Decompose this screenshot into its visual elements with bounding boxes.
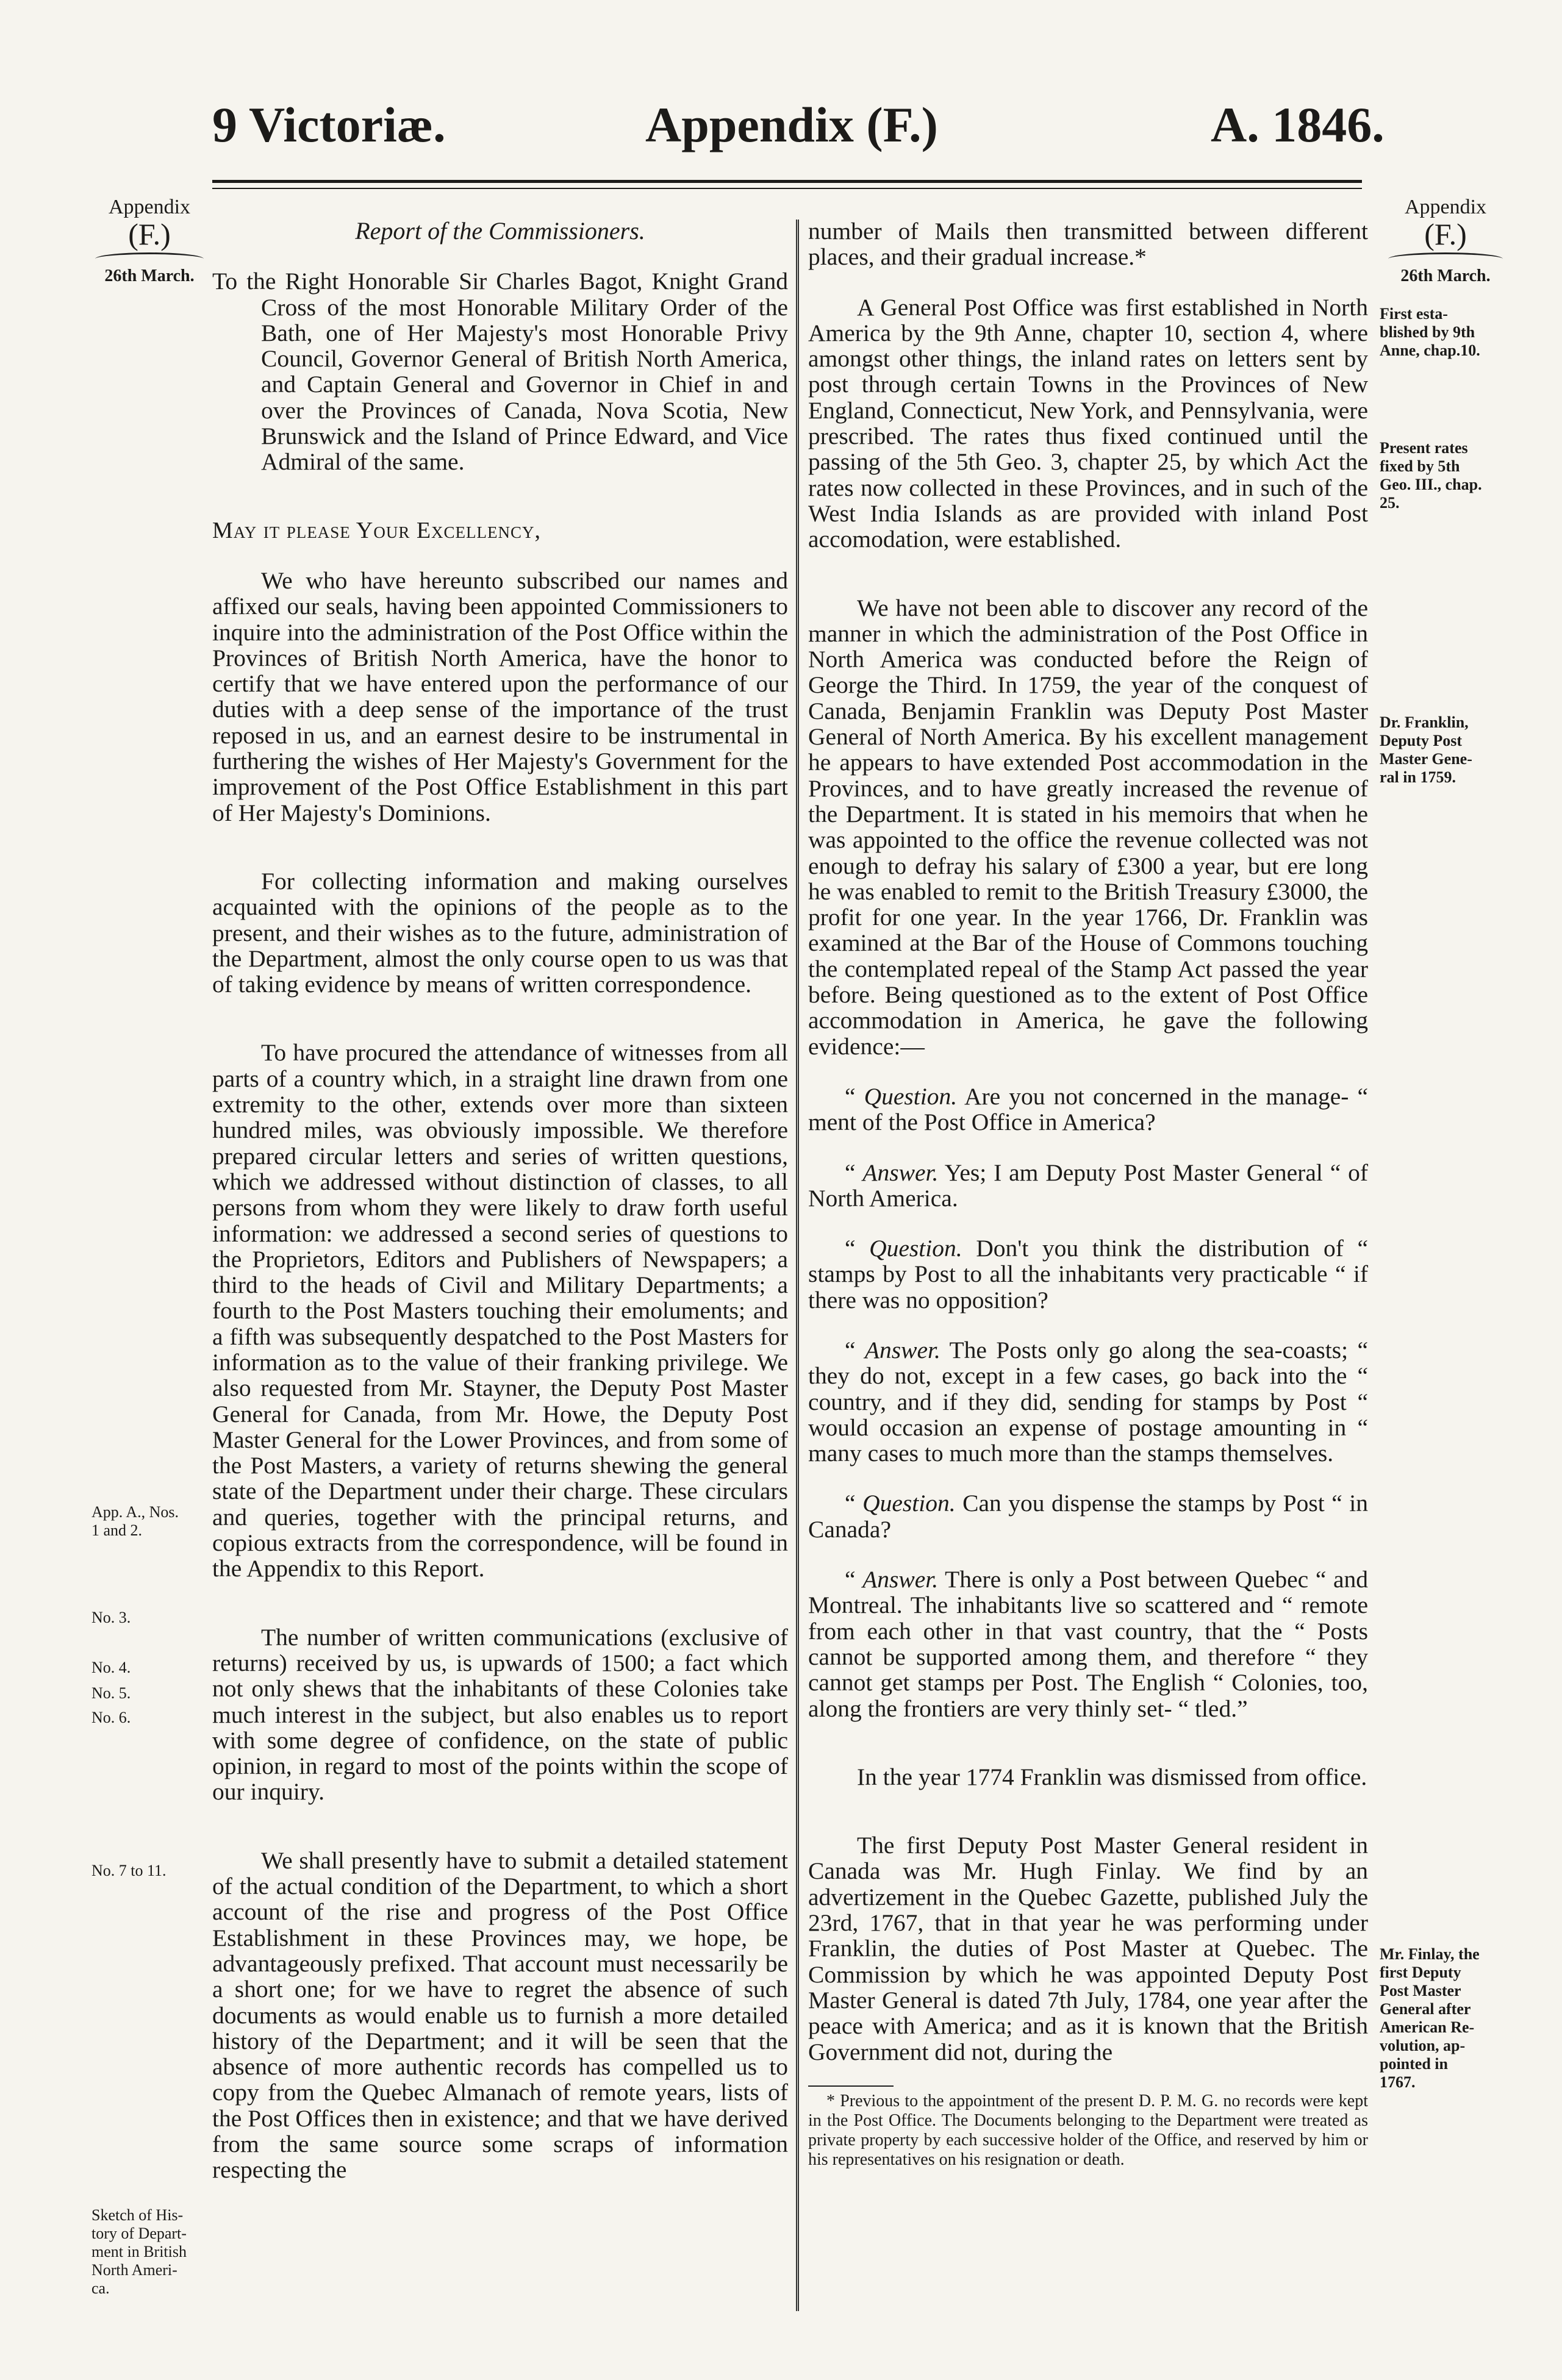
qa-text: Can you dispense the stamps by Post “ in Canada? — [808, 1490, 1368, 1543]
qa-lead: Answer. — [862, 1566, 939, 1593]
qa-lead: Question. — [862, 1490, 956, 1517]
qa-lead: Question. — [864, 1082, 958, 1110]
left-note-no5: No. 5. — [91, 1684, 131, 1702]
qa-item: “ Question. Are you not concerned in the manage- “ ment of the Post Office in America? — [808, 1082, 1368, 1136]
qa-item: “ Answer. There is only a Post between Quebec “ and Montreal. The inhabitants live so scattered and “ remote from each other in that vast country, that the “ Posts cannot be supported among them, and therefore “ they cannot get stamps per Post. The English “ Colonies, too, along the frontiers are very thinly set- “ tled.” — [808, 1566, 1368, 1722]
left-note-no7-11: No. 7 to 11. — [91, 1862, 167, 1879]
left-note-nos-1-2: App. A., Nos. 1 and 2. — [91, 1503, 179, 1539]
report-title: Report of the Commissioners. — [355, 217, 645, 245]
right-note-present-rates: Present rates fixed by 5th Geo. III., chap. 25. — [1380, 439, 1482, 512]
right-appendix-label: Appendix — [1404, 196, 1487, 218]
left-column — [212, 218, 788, 2183]
qa-text: Don't you think the distribution of “ stamps by Post to all the inhabitants very practicable “ if there was no opposition? — [808, 1235, 1369, 1313]
header-session: 9 Victoriæ. — [212, 97, 446, 152]
right-brace — [1388, 252, 1503, 265]
paragraph-commissioners: We who have hereunto subscribed our names and affixed our seals, having been appointed Commissioners to inquire into the administration of the Post Office within the Provinces of British North America, have the honor to certify that we have entered upon the performance of our duties with a deep sense of the importance of the trust reposed in us, and an earnest desire to be instrumental in furthering the wishes of Her Majesty's Government for the improvement of the Post Office Establishment in this part of Her Majesty's Dominions. — [212, 566, 788, 826]
qa-item: “ Question. Don't you think the distribution of “ stamps by Post to all the inhabitants very practicable “ if there was no opposition? — [808, 1235, 1369, 1313]
qa-text: There is only a Post between Quebec “ and Montreal. The inhabitants live so scattered and “ remote from each other in that vast country, that the “ Posts cannot be supported among them, and therefore “ they cannot get stamps per Post. The English “ Colonies, too, along the frontiers are very thinly set- “ tled.” — [808, 1566, 1368, 1722]
header-appendix: Appendix (F.) — [645, 97, 938, 152]
left-appendix-label: Appendix — [108, 196, 191, 218]
paragraph-franklin-dismissed: In the year 1774 Franklin was dismissed from office. — [857, 1763, 1367, 1790]
right-note-franklin: Dr. Franklin, Deputy Post Master Gene- ral in 1759. — [1380, 713, 1472, 786]
left-note-no4: No. 4. — [91, 1659, 131, 1676]
salutation: May it please Your Excellency, — [212, 517, 542, 543]
paragraph-history-sketch: We shall presently have to submit a detailed statement of the actual condition of the Department, to which a short account of the rise and progress of the Post Office Establishment in these Provinces may, we hope, be advantageously prefixed. That account must necessarily be a short one; for we have to regret the absence of such documents as would enable us to furnish a more detailed history of the Department; and it will be seen that the absence of more authentic records has compelled us to copy from the Quebec Almanach of remote years, lists of the Post Offices then in existence; and that we have derived from the same source some scraps of information respecting the — [212, 1846, 788, 2184]
qa-item: “ Answer. The Posts only go along the sea-coasts; “ they do not, except in a few cases, go back into the “ country, and if they did, sending for stamps by Post “ would occasion an expense of postage amounting in “ many cases to much more than the stamps themselves. — [808, 1336, 1368, 1467]
left-note-sketch: Sketch of His- tory of Depart- ment in British North Ameri- ca. — [91, 2206, 187, 2297]
paragraph-general-post-office: A General Post Office was first established in North America by the 9th Anne, chapter 10, section 4, where amongst other things, the inland rates on letters sent by post through certain Towns in the Provinces of New England, Connecticut, New York, and Pennsylvania, were prescribed. The rates thus fixed continued until the passing of the 5th Geo. 3, chapter 25, by which Act the rates now collected in these Provinces, and in such of the West India Islands as are provided with inland Post accomodation, were established. — [808, 293, 1368, 553]
left-note-no3: No. 3. — [91, 1609, 131, 1626]
right-appendix-letter: (F.) — [1424, 217, 1467, 251]
qa-lead: Question. — [869, 1235, 962, 1262]
right-column — [808, 218, 1368, 2170]
left-appendix-box — [91, 196, 207, 287]
qa-item: “ Question. Can you dispense the stamps by Post “ in Canada? — [808, 1490, 1368, 1543]
right-note-finlay: Mr. Finlay, the first Deputy Post Master General after American Re- volution, ap- pointed in 1767. — [1380, 1945, 1480, 2091]
right-appendix-box — [1385, 196, 1506, 287]
qa-text: Yes; I am Deputy Post Master General “ of North America. — [808, 1159, 1368, 1212]
header-year: A. 1846. — [1211, 97, 1385, 152]
qa-lead: Answer. — [862, 1159, 939, 1186]
qa-lead: Answer. — [864, 1336, 940, 1363]
qa-item: “ Answer. Yes; I am Deputy Post Master General “ of North America. — [808, 1159, 1368, 1212]
left-date: 26th March. — [104, 266, 195, 285]
paragraph-collecting-information: For collecting information and making ourselves acquainted with the opinions of the people as to the present, and their wishes as to the future, administration of the Department, almost the only course open to us was that of taking evidence by means of written correspondence. — [212, 867, 788, 998]
left-note-no6: No. 6. — [91, 1709, 131, 1726]
address-paragraph: To the Right Honorable Sir Charles Bagot, Knight Grand Cross of the most Honorable Military Order of the Bath, one of Her Majesty's most Honorable Privy Council, Governor General of British North America, and Captain General and Governor in Chief in and over the Provinces of Canada, Nova Scotia, New Brunswick and the Island of Prince Edward, and Vice Admiral of the same. — [212, 268, 788, 476]
footnote: * Previous to the appointment of the present D. P. M. G. no records were kept in the Post Office. The Documents belonging to the Department were treated as private property by each successive holder of the Office, and reserved by him or his representatives on his resignation or death. — [808, 2091, 1368, 2169]
qa-text: Are you not concerned in the manage- “ ment of the Post Office in America? — [808, 1082, 1368, 1136]
right-date: 26th March. — [1400, 266, 1491, 285]
qa-text: The Posts only go along the sea-coasts; “ they do not, except in a few cases, go back into the “ country, and if they did, sending for stamps by Post “ would occasion an expense of postage amounting in “ many cases to much more than the stamps themselves. — [808, 1336, 1368, 1467]
paragraph-finlay: The first Deputy Post Master General resident in Canada was Mr. Hugh Finlay. We find by an advertizement in the Quebec Gazette, published July the 23rd, 1767, that in that year he was performing under Franklin, the duties of Post Master at Quebec. The Commission by which he was appointed Deputy Post Master General is dated 7th July, 1784, one year after the peace with America; and as it is known that the British Government did not, during the — [808, 1832, 1368, 2065]
paragraph-witnesses: To have procured the attendance of witnesses from all parts of a country which, in a straight line drawn from one extremity to the other, extends over more than sixteen hundred miles, was obviously impossible. We therefore prepared circular letters and series of written questions, which we addressed without distinction of classes, to all persons from whom they were likely to draw forth useful information: we addressed a second series of questions to the Proprietors, Editors and Publishers of Newspapers; a third to the heads of Civil and Military Departments; a fourth to the Post Masters touching their emoluments; and a fifth was subsequently despatched to the Post Masters for information as to the value of their franking privilege. We also requested from Mr. Stayner, the Deputy Post Master General for Canada, from Mr. Howe, the Deputy Post Master General for the Lower Provinces, and from some of the Post Masters, a variety of returns shewing the general state of the Department under their charge. These circulars and queries, together with the principal returns, and copious extracts from the correspondence, will be found in the Appendix to this Report. — [212, 1039, 788, 1582]
right-note-first-established: First esta- blished by 9th Anne, chap.10. — [1380, 305, 1480, 359]
franklin-testimony — [808, 1084, 1368, 1721]
paragraph-communications: The number of written communications (exclusive of returns) received by us, is upwards of 1500; a fact which not only shews that the inhabitants of these Colonies take much interest in the subject, but also enables us to report with some degree of confidence, on the state of public opinion, in regard to most of the points within the scope of our inquiry. — [212, 1623, 788, 1806]
paragraph-franklin: We have not been able to discover any record of the manner in which the administration of the Post Office in North America was conducted before the Reign of George the Third. In 1759, the year of the conquest of Canada, Benjamin Franklin was Deputy Post Master General of North America. By his excellent management he appears to have extended Post accommodation in the Provinces, and to have greatly increased the revenue of the Department. It is stated in his memoirs that when he was appointed to the office the revenue collected was not enough to defray his salary of £300 a year, but ere long he was enabled to remit to the British Treasury £3000, the profit for one year. In the year 1766, Dr. Franklin was examined at the Bar of the House of Commons touching the contemplated repeal of the Stamp Act passed the year before. Being questioned as to the extent of Post Office accommodation in America, he gave the following evidence:— — [808, 594, 1368, 1060]
left-brace — [95, 252, 204, 265]
column-divider — [796, 220, 799, 2311]
footnote-rule — [808, 2085, 894, 2087]
paragraph-mails-continued: number of Mails then transmitted between different places, and their gradual increase.* — [808, 218, 1368, 271]
left-appendix-letter: (F.) — [128, 217, 171, 251]
header-rule-thin — [212, 188, 1362, 189]
header-rule-thick — [212, 180, 1362, 183]
